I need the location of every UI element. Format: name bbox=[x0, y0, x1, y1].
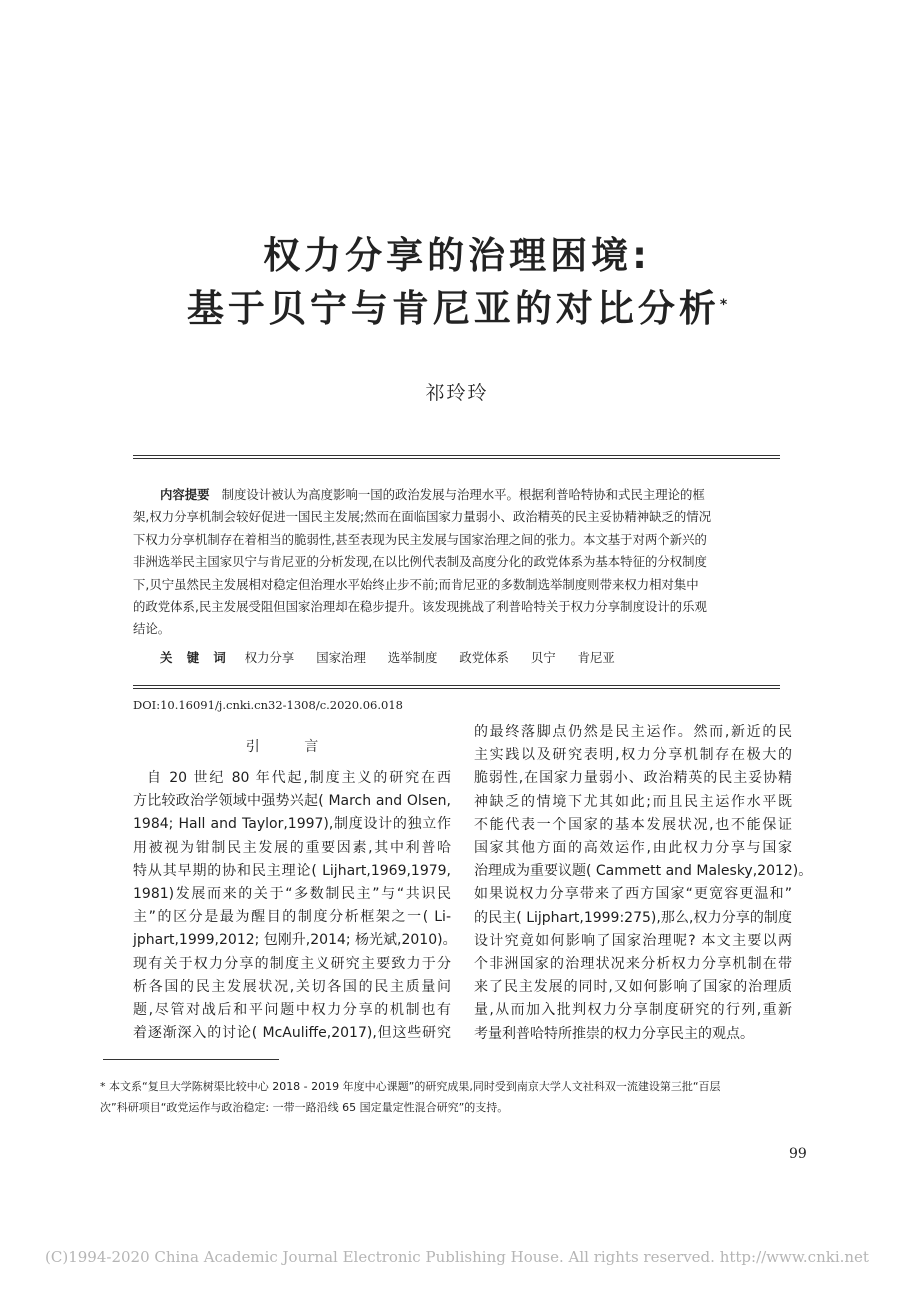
article-title-line2 bbox=[0, 285, 914, 333]
body-line: 不能代表一个国家的基本发展状况,也不能保证 bbox=[474, 816, 792, 833]
body-line: 设计究竟如何影响了国家治理呢? 本文主要以两 bbox=[474, 932, 792, 949]
footnote-line: * 本文系“复旦大学陈树渠比较中心 2018 - 2019 年度中心课题”的研究成果,同时受到南京大学人文社科双一流建设第三批“百层 bbox=[100, 1080, 721, 1093]
body-line: 特从其早期的协和民主理论( Lijhart,1969,1979, bbox=[133, 862, 451, 879]
body-line: 来了民主发展的同时,又如何影响了国家的治理质 bbox=[474, 979, 792, 996]
keyword: 国家治理 bbox=[316, 650, 366, 665]
section-heading: 引 言 bbox=[245, 739, 339, 755]
body-column-right bbox=[474, 721, 813, 1046]
body-line: 的民主( Lijphart,1999:275),那么,权力分享的制度 bbox=[474, 909, 792, 926]
body-line: 如果说权力分享带来了西方国家“更宽容更温和” bbox=[474, 886, 792, 903]
abstract-bottom-rule bbox=[133, 685, 780, 689]
body-line: 神缺乏的情境下尤其如此;而且民主运作水平既 bbox=[474, 793, 792, 810]
keyword: 政党体系 bbox=[459, 650, 509, 665]
keywords-label: 关 键 词 bbox=[160, 650, 231, 665]
body-line: 主实践以及研究表明,权力分享机制存在极大的 bbox=[474, 747, 792, 764]
body-line: 析各国的民主发展状况,关切各国的民主质量问 bbox=[133, 978, 451, 995]
abstract-line: 结论。 bbox=[133, 621, 171, 637]
abstract-line: 的政党体系,民主发展受阻但国家治理却在稳步提升。该发现挑战了利普哈特关于权力分享制度设计的乐观 bbox=[133, 599, 707, 615]
body-line: 自 20 世纪 80 年代起,制度主义的研究在西 bbox=[147, 770, 451, 786]
body-line: 个非洲国家的治理状况来分析权力分享机制在带 bbox=[474, 956, 792, 973]
abstract-label: 内容提要 bbox=[160, 487, 210, 502]
keywords bbox=[160, 648, 633, 666]
body-line: 1984; Hall and Taylor,1997),制度设计的独立作 bbox=[133, 816, 451, 833]
body-line: 着逐渐深入的讨论( McAuliffe,2017),但这些研究 bbox=[133, 1025, 451, 1042]
keyword: 权力分享 bbox=[244, 650, 295, 665]
body-line: 用被视为钳制民主发展的重要因素,其中利普哈 bbox=[133, 839, 451, 856]
body-line: 国家其他方面的高效运作,由此权力分享与国家 bbox=[474, 840, 792, 857]
article-title-line2-text: 基于贝宁与肯尼亚的对比分析 bbox=[186, 287, 720, 330]
doi[interactable]: DOI:10.16091/j.cnki.cn32-1308/c.2020.06.018 bbox=[133, 698, 403, 712]
keyword: 选举制度 bbox=[387, 650, 438, 665]
page-number: 99 bbox=[789, 1146, 807, 1162]
body-line: 量,从而加入批判权力分享制度研究的行列,重新 bbox=[474, 1002, 792, 1019]
body-line: 脆弱性,在国家力量弱小、政治精英的民主妥协精 bbox=[474, 770, 792, 787]
footnote-rule bbox=[103, 1059, 279, 1060]
article-title-line1: 权力分享的治理困境: bbox=[263, 234, 651, 277]
copyright-watermark: (C)1994-2020 China Academic Journal Electronic Publishing House. All rights reserved. http://www.cnki.net bbox=[45, 1248, 869, 1266]
body-line: jphart,1999,2012; 包刚升,2014; 杨光斌,2010)。 bbox=[133, 932, 457, 949]
keyword: 贝宁 bbox=[530, 650, 556, 665]
body-line: 现有关于权力分享的制度主义研究主要致力于分 bbox=[133, 955, 451, 972]
body-line: 的最终落脚点仍然是民主运作。然而,新近的民 bbox=[474, 724, 792, 740]
footnote bbox=[100, 1076, 814, 1118]
body-column-left bbox=[133, 767, 457, 1045]
body-line: 1981)发展而来的关于“多数制民主”与“共识民 bbox=[133, 886, 451, 903]
body-line: 治理成为重要议题( Cammett and Malesky,2012)。 bbox=[474, 863, 813, 880]
body-line: 主”的区分是最为醒目的制度分析框架之一( Li- bbox=[133, 909, 451, 926]
abstract-line: 下,贝宁虽然民主发展相对稳定但治理水平始终止步不前;而肯尼亚的多数制选举制度则带来权力相对集中 bbox=[133, 576, 699, 592]
abstract-line: 非洲选举民主国家贝宁与肯尼亚的分析发现,在以比例代表制及高度分化的政党体系为基本特征的分权制度 bbox=[133, 554, 707, 570]
abstract-line bbox=[133, 484, 780, 506]
footnote-line: 次”科研项目“政党运作与政治稳定: 一带一路沿线 65 国定量定性混合研究”的支持。 bbox=[100, 1101, 509, 1114]
title-footnote-mark[interactable]: * bbox=[719, 297, 728, 313]
abstract-text: 制度设计被认为高度影响一国的政治发展与治理水平。根据利普哈特协和式民主理论的框 bbox=[221, 487, 705, 502]
body-line: 题,尽管对战后和平问题中权力分享的机制也有 bbox=[133, 1002, 451, 1019]
abstract-top-rule bbox=[133, 455, 780, 459]
abstract-line: 架,权力分享机制会较好促进一国民主发展;然而在面临国家力量弱小、政治精英的民主妥协精神缺乏的情况 bbox=[133, 509, 712, 525]
body-line: 考量利普哈特所推崇的权力分享民主的观点。 bbox=[474, 1025, 754, 1042]
abstract bbox=[133, 484, 780, 641]
keyword: 肯尼亚 bbox=[577, 650, 615, 665]
body-line: 方比较政治学领域中强势兴起( March and Olsen, bbox=[133, 793, 451, 810]
author-name: 祁玲玲 bbox=[425, 382, 489, 404]
abstract-line: 下权力分享机制存在着相当的脆弱性,甚至表现为民主发展与国家治理之间的张力。本文基于对两个新兴的 bbox=[133, 531, 707, 547]
